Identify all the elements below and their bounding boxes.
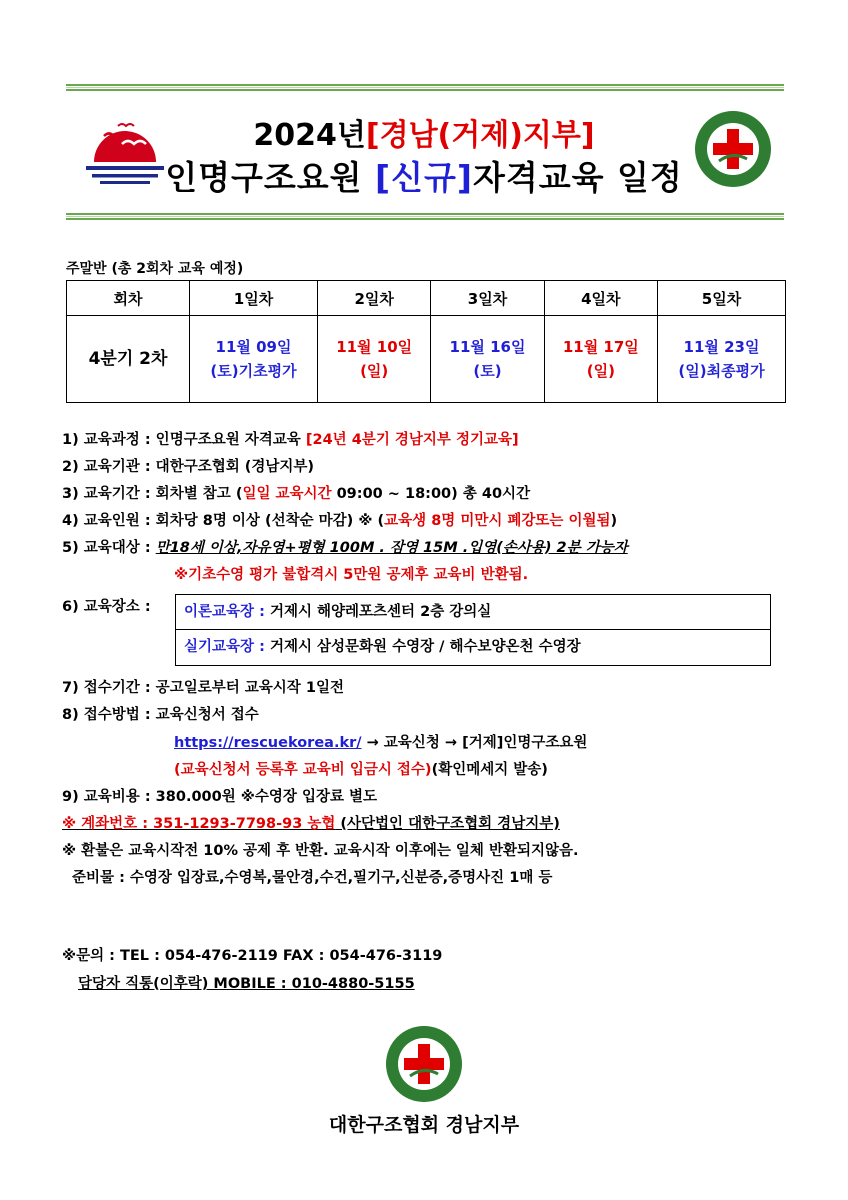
schedule-header-cell: 2일차 [318, 281, 431, 316]
day-date: 11월 17일 [562, 338, 639, 356]
schedule-header-cell: 회차 [67, 281, 190, 316]
schedule-header-row [67, 281, 786, 316]
header-title-a: 인명구조요원 [165, 158, 376, 197]
header-title-line1 [0, 110, 848, 154]
item-period-highlight: 일일 교육시간 [242, 486, 332, 502]
schedule-caption: 주말반 (총 2회차 교육 예정) [66, 261, 244, 277]
item-period-a: 3) 교육기간 : 회차별 참고 ( [62, 486, 243, 502]
item-apply-period: 7) 접수기간 : 공고일로부터 교육시작 1일전 [62, 680, 344, 696]
schedule-row [67, 316, 786, 403]
venue-theory-label: 이론교육장 : [184, 604, 265, 620]
day-note: (일) [360, 362, 389, 380]
apply-url-link[interactable]: https://rescuekorea.kr/ [174, 735, 362, 751]
schedule-header-cell: 4일차 [544, 281, 657, 316]
day-note: (일)최종평가 [678, 362, 765, 380]
day-date: 11월 23일 [683, 338, 760, 356]
account-holder: (사단법인 대한구조협회 경남지부) [335, 816, 560, 832]
day-note: (토) [473, 362, 502, 380]
item-apply-note [174, 758, 548, 779]
item-cost: 9) 교육비용 : 380.000원 ※수영장 입장료 별도 [62, 789, 378, 805]
account-number: ※ 계좌번호 : 351-1293-7798-93 농협 [62, 816, 336, 832]
item-course-highlight: [24년 4분기 경남지부 정기교육] [305, 432, 519, 448]
header-title-b: 자격교육 일정 [472, 158, 683, 197]
venue-theory-value: 거제시 해양레포츠센터 2층 강의실 [264, 604, 492, 620]
venue-practice [176, 630, 770, 665]
header-branch: [경남(거제)지부] [365, 118, 595, 153]
item-headcount-a: 4) 교육인원 : 회차당 8명 이상 (선착순 마감) ※ ( [62, 513, 385, 529]
item-headcount-b: ) [610, 513, 618, 529]
item-prep: 준비물 : 수영장 입장료,수영복,물안경,수건,필기구,신분증,증명사진 1매 등 [72, 870, 553, 886]
schedule-session: 4분기 2차 [67, 316, 190, 403]
item-period [62, 482, 530, 503]
schedule-day-4 [544, 316, 657, 403]
contact-line1: ※문의 : TEL : 054-476-2119 FAX : 054-476-3119 [62, 948, 443, 964]
header-title-tag: [신규] [375, 158, 473, 197]
schedule-day-2 [318, 316, 431, 403]
day-date: 11월 16일 [449, 338, 526, 356]
schedule-header-cell: 1일차 [190, 281, 318, 316]
day-date: 11월 10일 [336, 338, 413, 356]
item-apply-link-line [174, 731, 587, 752]
item-target-note: ※기초수영 평가 불합격시 5만원 공제후 교육비 반환됨. [174, 567, 529, 583]
item-apply-method: 8) 접수방법 : 교육신청서 접수 [62, 707, 259, 723]
footer-logo-icon [384, 1024, 464, 1104]
day-note: (일) [586, 362, 615, 380]
item-course [62, 428, 519, 449]
day-date: 11월 09일 [215, 338, 292, 356]
apply-path: → 교육신청 → [거제]인명구조요원 [361, 735, 588, 751]
apply-note-tail: (확인메세지 발송) [431, 762, 548, 778]
item-refund: ※ 환불은 교육시작전 10% 공제 후 반환. 교육시작 이후에는 일체 반환되지않음. [62, 843, 579, 859]
apply-note-highlight: (교육신청서 등록후 교육비 입금시 접수) [174, 762, 432, 778]
bottom-rule [66, 213, 784, 220]
header-year: 2024년 [253, 118, 366, 153]
schedule-table [66, 280, 786, 403]
top-rule [66, 84, 784, 91]
schedule-day-5 [657, 316, 785, 403]
item-target [62, 536, 628, 557]
item-institution: 2) 교육기관 : 대한구조협회 (경남지부) [62, 459, 315, 475]
item-headcount [62, 509, 617, 530]
footer-org: 대한구조협회 경남지부 [328, 1114, 520, 1136]
item-headcount-highlight: 교육생 8명 미만시 폐강또는 이월됨 [384, 513, 611, 529]
venue-box [175, 594, 771, 666]
schedule-header-cell: 5일차 [657, 281, 785, 316]
item-venue-label: 6) 교육장소 : [62, 599, 151, 615]
item-account [62, 812, 560, 833]
contact-line2: 담당자 직통(이후락) MOBILE : 010-4880-5155 [78, 976, 415, 992]
item-target-label: 5) 교육대상 : [62, 540, 156, 556]
venue-practice-value: 거제시 삼성문화원 수영장 / 해수보양온천 수영장 [264, 639, 581, 655]
schedule-day-3 [431, 316, 544, 403]
item-course-label: 1) 교육과정 : 인명구조요원 자격교육 [62, 432, 306, 448]
schedule-header-cell: 3일차 [431, 281, 544, 316]
venue-theory [176, 595, 770, 630]
venue-practice-label: 실기교육장 : [184, 639, 265, 655]
schedule-day-1 [190, 316, 318, 403]
day-note: (토)기초평가 [210, 362, 297, 380]
item-target-value: 만18세 이상,자유영+평형 100M . 잠영 15M .입영(손사용) 2분 가능자 [155, 540, 628, 556]
header-title-line2 [0, 152, 848, 199]
item-period-b: 09:00 ~ 18:00) 총 40시간 [331, 486, 531, 502]
